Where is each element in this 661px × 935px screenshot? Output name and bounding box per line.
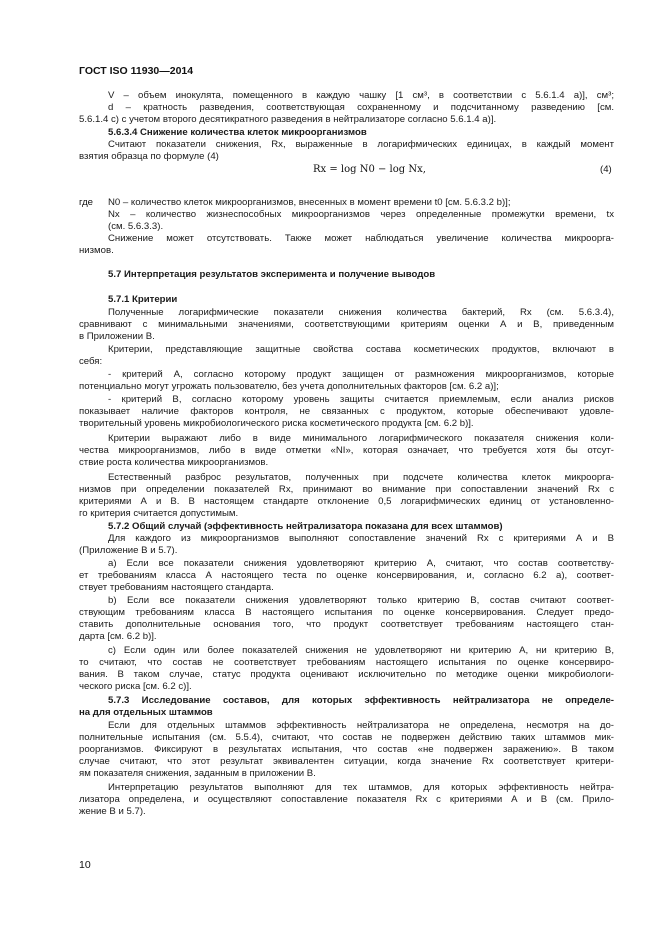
where-label: где: [79, 197, 94, 208]
text-line: лизатора определена, и осуществляют сопоставление показателя Rx с критериями А и В (см. Прило-: [79, 794, 614, 805]
text-line: Естественный разброс результатов, полученных при подсчете количества клеток микроорга-: [108, 472, 614, 483]
text-line: полнительные испытания (см. 5.5.4), считают, что состав не подвержен действию таких штаммов мик-: [79, 732, 614, 743]
text-line: Для каждого из микроорганизмов выполняют сопоставление значений Rx с критериями А и В: [108, 533, 614, 544]
section-heading-57: 5.7 Интерпретация результатов эксперимента и получение выводов: [108, 269, 436, 280]
text-line: ям показателя снижения, заданным в приложении В.: [79, 768, 316, 779]
text-line: роорганизмов. Фиксируют в результатах испытания, что состав «не подвержен заражению». В таком: [79, 744, 614, 755]
text-line: го критерия считается допустимым.: [79, 508, 239, 519]
page-number: 10: [79, 859, 91, 871]
text-line: Полученные логарифмические показатели снижения количества бактерий, Rx (см. 5.6.3.4),: [108, 307, 614, 318]
text-line: вания. В таком случае, статус продукта оценивают исключительно по методике оценки микробиологи-: [79, 669, 614, 680]
text-line: Снижение может отсутствовать. Также может наблюдаться увеличение количества микроорга-: [108, 233, 614, 244]
text-line: Если для отдельных штаммов эффективность нейтрализатора не определена, несмотря на до-: [108, 720, 614, 731]
text-line: дарта [см. 6.2 b)].: [79, 631, 157, 642]
text-line: низмов.: [79, 245, 114, 256]
formula-number: (4): [600, 164, 612, 175]
text-line: себя:: [79, 356, 103, 367]
text-line: с) Если один или более показателей снижения не удовлетворяют ни критерию А, ни критерию В,: [108, 645, 614, 656]
text-line: взятия образца по формуле (4): [79, 151, 219, 162]
text-line: сравнивают с минимальными значениями, соответствующими критериям оценки А и В, приведенным: [79, 319, 614, 330]
text-line: - критерий В, согласно которому уровень защиты считается приемлемым, если анализ рисков: [108, 394, 614, 405]
document-header: ГОСТ ISO 11930—2014: [79, 65, 194, 77]
text-line: ческого риска [см. 6.2 с)].: [79, 681, 192, 692]
text-line: ствующим требованиям класса В настоящего испытания по оценке консервирования. Следует предо-: [79, 607, 614, 618]
text-line: низмов при определении показателей Rx, принимают во внимание при сопоставлении значений Rx с: [79, 484, 614, 495]
text-line: Критерии, представляющие защитные свойства состава косметических продуктов, включают в: [108, 344, 614, 355]
text-line: Nx – количество жизнеспособных микроорганизмов через определенные промежутки времени, tx: [108, 209, 614, 220]
section-heading-5634: 5.6.3.4 Снижение количества клеток микроорганизмов: [108, 127, 367, 138]
text-line: ствие роста количества микроорганизмов.: [79, 457, 269, 468]
text-line: а) Если все показатели снижения удовлетворяют критерию А, считают, что состав соответству-: [108, 558, 614, 569]
text-line: Считают показатели снижения, Rx, выраженные в логарифмических единицах, в каждый момент: [108, 139, 614, 150]
text-line: 5.6.1.4 с) с учетом второго десятикратного разведения в нейтрализаторе согласно 5.6.1.4 а)].: [79, 114, 497, 125]
text-line: d – кратность разведения, соответствующая сохраненному и подсчитанному разведению [см.: [108, 102, 614, 113]
text-line: в Приложении В.: [79, 331, 155, 342]
text-line: ет требованиям класса А настоящего теста по оценке консервирования, и, согласно 6.2 а), соответ-: [79, 570, 614, 581]
text-line: N0 – количество клеток микроорганизмов, внесенных в момент времени t0 [см. 5.6.3.2 b)];: [108, 197, 511, 208]
formula-4: Rx = log N0 − log Nx,: [313, 164, 426, 175]
text-line: чества микроорганизмов, либо в виде отметки «NI», которая означает, что требуется хотя бы отсут-: [79, 445, 614, 456]
text-line: (Приложение В и 5.7).: [79, 545, 178, 556]
text-line: критериями А и В. В настоящем стандарте отклонение 0,5 логарифмических единиц от установленно-: [79, 496, 614, 507]
text-line: случае считают, что этот результат эквивалентен ситуации, когда значение Rx соответствует критери-: [79, 756, 614, 767]
text-line: потенциально могут угрожать пользователю, без учета дополнительных факторов [см. 6.2 а)];: [79, 381, 499, 392]
text-line: b) Если все показатели снижения удовлетворяют только критерию В, состав считают соответ-: [108, 595, 614, 606]
text-line: показывает наличие факторов контроля, не связанных с продуктом, которые обеспечивают удовле-: [79, 406, 614, 417]
text-line: творительный уровень микробиологического риска косметического продукта [см. 6.2 b)].: [79, 418, 474, 429]
text-line: (см. 5.6.3.3).: [108, 221, 164, 232]
text-line: ствует требованиям настоящего стандарта.: [79, 582, 274, 593]
text-line: Интерпретацию результатов выполняют для тех штаммов, для которых эффективность нейтра-: [108, 782, 614, 793]
text-line: жение В и 5.7).: [79, 806, 146, 817]
section-heading-572: 5.7.2 Общий случай (эффективность нейтрализатора показана для всех штаммов): [108, 521, 503, 532]
section-heading-573-cont: на для отдельных штаммов: [79, 707, 213, 718]
section-heading-573: 5.7.3 Исследование составов, для которых эффективность нейтрализатора не определе-: [108, 695, 614, 706]
text-line: Критерии выражают либо в виде минимального логарифмического показателя снижения коли-: [108, 433, 614, 444]
text-line: ставить дополнительные основания того, что продукт соответствует требованиям настоящего стан-: [79, 619, 614, 630]
text-line: то считают, что состав не соответствует требованиям настоящего испытания по оценке консервиро-: [79, 657, 614, 668]
text-line: - критерий А, согласно которому продукт защищен от размножения микроорганизмов, которые: [108, 369, 614, 380]
section-heading-571: 5.7.1 Критерии: [108, 294, 178, 305]
text-line: V – объем инокулята, помещенного в каждую чашку [1 см³, в соответствии с 5.6.1.4 а)], см³;: [108, 90, 614, 101]
